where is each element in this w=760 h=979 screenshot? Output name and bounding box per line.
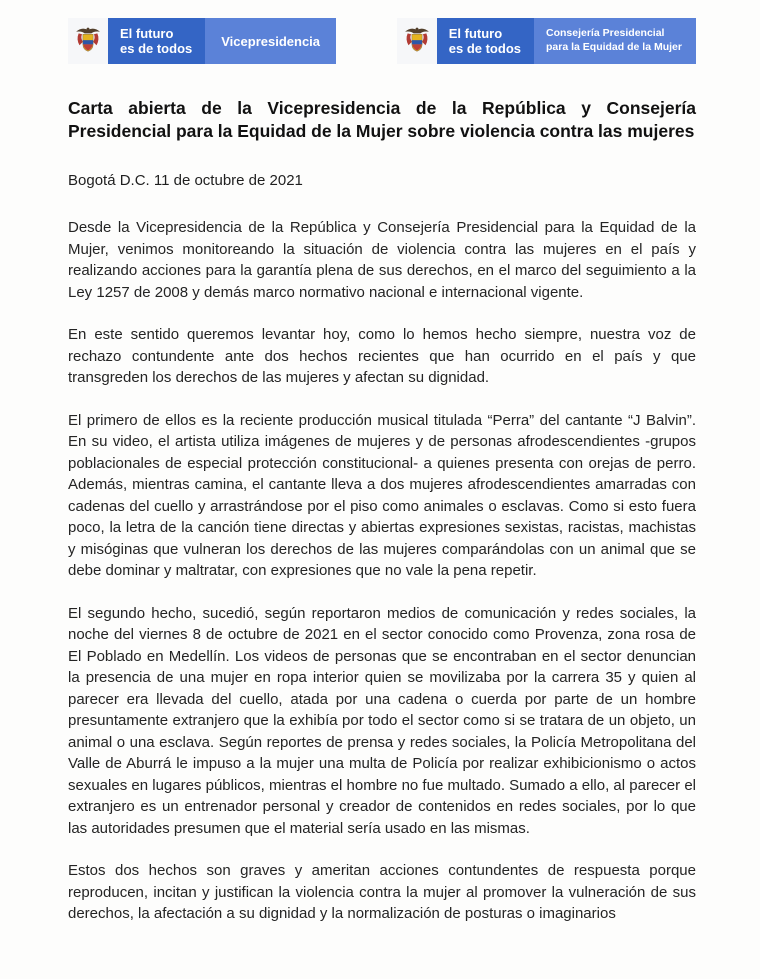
- tagline-line2: es de todos: [120, 41, 193, 56]
- entity-name-vicepresidencia: Vicepresidencia: [205, 18, 336, 64]
- letterhead: [68, 18, 696, 64]
- entity-name-consejeria: Consejería Presidencial para la Equidad de la Mujer: [534, 18, 696, 64]
- colombia-coat-of-arms-icon: [68, 18, 108, 64]
- dateline: Bogotá D.C. 11 de octubre de 2021: [68, 172, 303, 189]
- paragraph-primer-hecho: El primero de ellos es la reciente producción musical titulada “Perra” del cantante “J Balvin”. En su video, el artista utiliza imágenes de mujeres y de personas afrodescendientes -grupos poblacionales de especial protección constitucional- a quienes presenta con orejas de perro. Además, mientras camina, el cantante lleva a dos mujeres afrodescendientes amarradas con cadenas del cuello y arrastrándose por el piso como animales o esclavas. Como si esto fuera poco, la letra de la canción tiene directas y abiertas expresiones sexistas, racistas, machistas y misóginas que vulneran los derechos de las mujeres comparándolas con un animal que se debe dominar y maltratar, con expresiones que no vale la pena repetir.: [68, 411, 696, 579]
- paragraph-conclusion: Estos dos hechos son graves y ameritan acciones contundentes de respuesta porque reproducen, incitan y justifican la violencia contra la mujer al promover la vulneración de sus derechos, la afectación a su dignidad y la normalización de posturas o imaginarios: [68, 862, 696, 922]
- tagline-line1: El futuro: [120, 25, 174, 41]
- document-title: Carta abierta de la Vicepresidencia de la República y Consejería Presidencial para la Equidad de la Mujer sobre violencia contra las mujeres: [68, 98, 696, 141]
- gov-tagline: [108, 18, 205, 64]
- letter-body: [68, 97, 696, 925]
- tagline-line1: El futuro: [448, 25, 503, 41]
- paragraph-monitoring: Desde la Vicepresidencia de la República y Consejería Presidencial para la Equidad de la Mujer, venimos monitoreando la situación de violencia contra las mujeres en el país y realizando acciones para la garantía plena de sus derechos, en el marco del seguimiento a la Ley 1257 de 2008 y demás marco normativo nacional e internacional vigente.: [68, 219, 696, 301]
- tagline-line2: es de todos: [448, 41, 521, 56]
- paragraph-rechazo: En este sentido queremos levantar hoy, como lo hemos hecho siempre, nuestra voz de rechazo contundente ante dos hechos recientes que han ocurrido en el país y que transgreden los derechos de las mujeres y afectan su dignidad.: [68, 326, 696, 386]
- paragraph-segundo-hecho: El segundo hecho, sucedió, según reportaron medios de comunicación y redes sociales, la noche del viernes 8 de octubre de 2021 en el sector conocido como Provenza, zona rosa de El Poblado en Medellín. Los videos de personas que se encontraban en el sector denuncian la presencia de una mujer en ropa interior quien se movilizaba por la carrera 35 y quien al parecer era llevada del cuello, atada por una cadena o cuerda por parte de un hombre presuntamente extranjero que la exhibía por todo el sector como si se tratara de un objeto, un animal o una esclava. Según reportes de prensa y redes sociales, la Policía Metropolitana del Valle de Aburrá le impuso a la mujer una multa de Policía por realizar exhibicionismo o actos sexuales en lugares públicos, mientras el hombre no fue multado. Sumado a ello, al parecer el extranjero es un entrenador personal y creador de contenidos en redes sociales, por lo que las autoridades presumen que el material sería usado en las mismas.: [68, 604, 696, 837]
- consejeria-logo: [397, 18, 696, 64]
- colombia-coat-of-arms-icon: [397, 18, 437, 64]
- gov-tagline: [437, 18, 534, 64]
- vicepresidencia-logo: [68, 18, 336, 64]
